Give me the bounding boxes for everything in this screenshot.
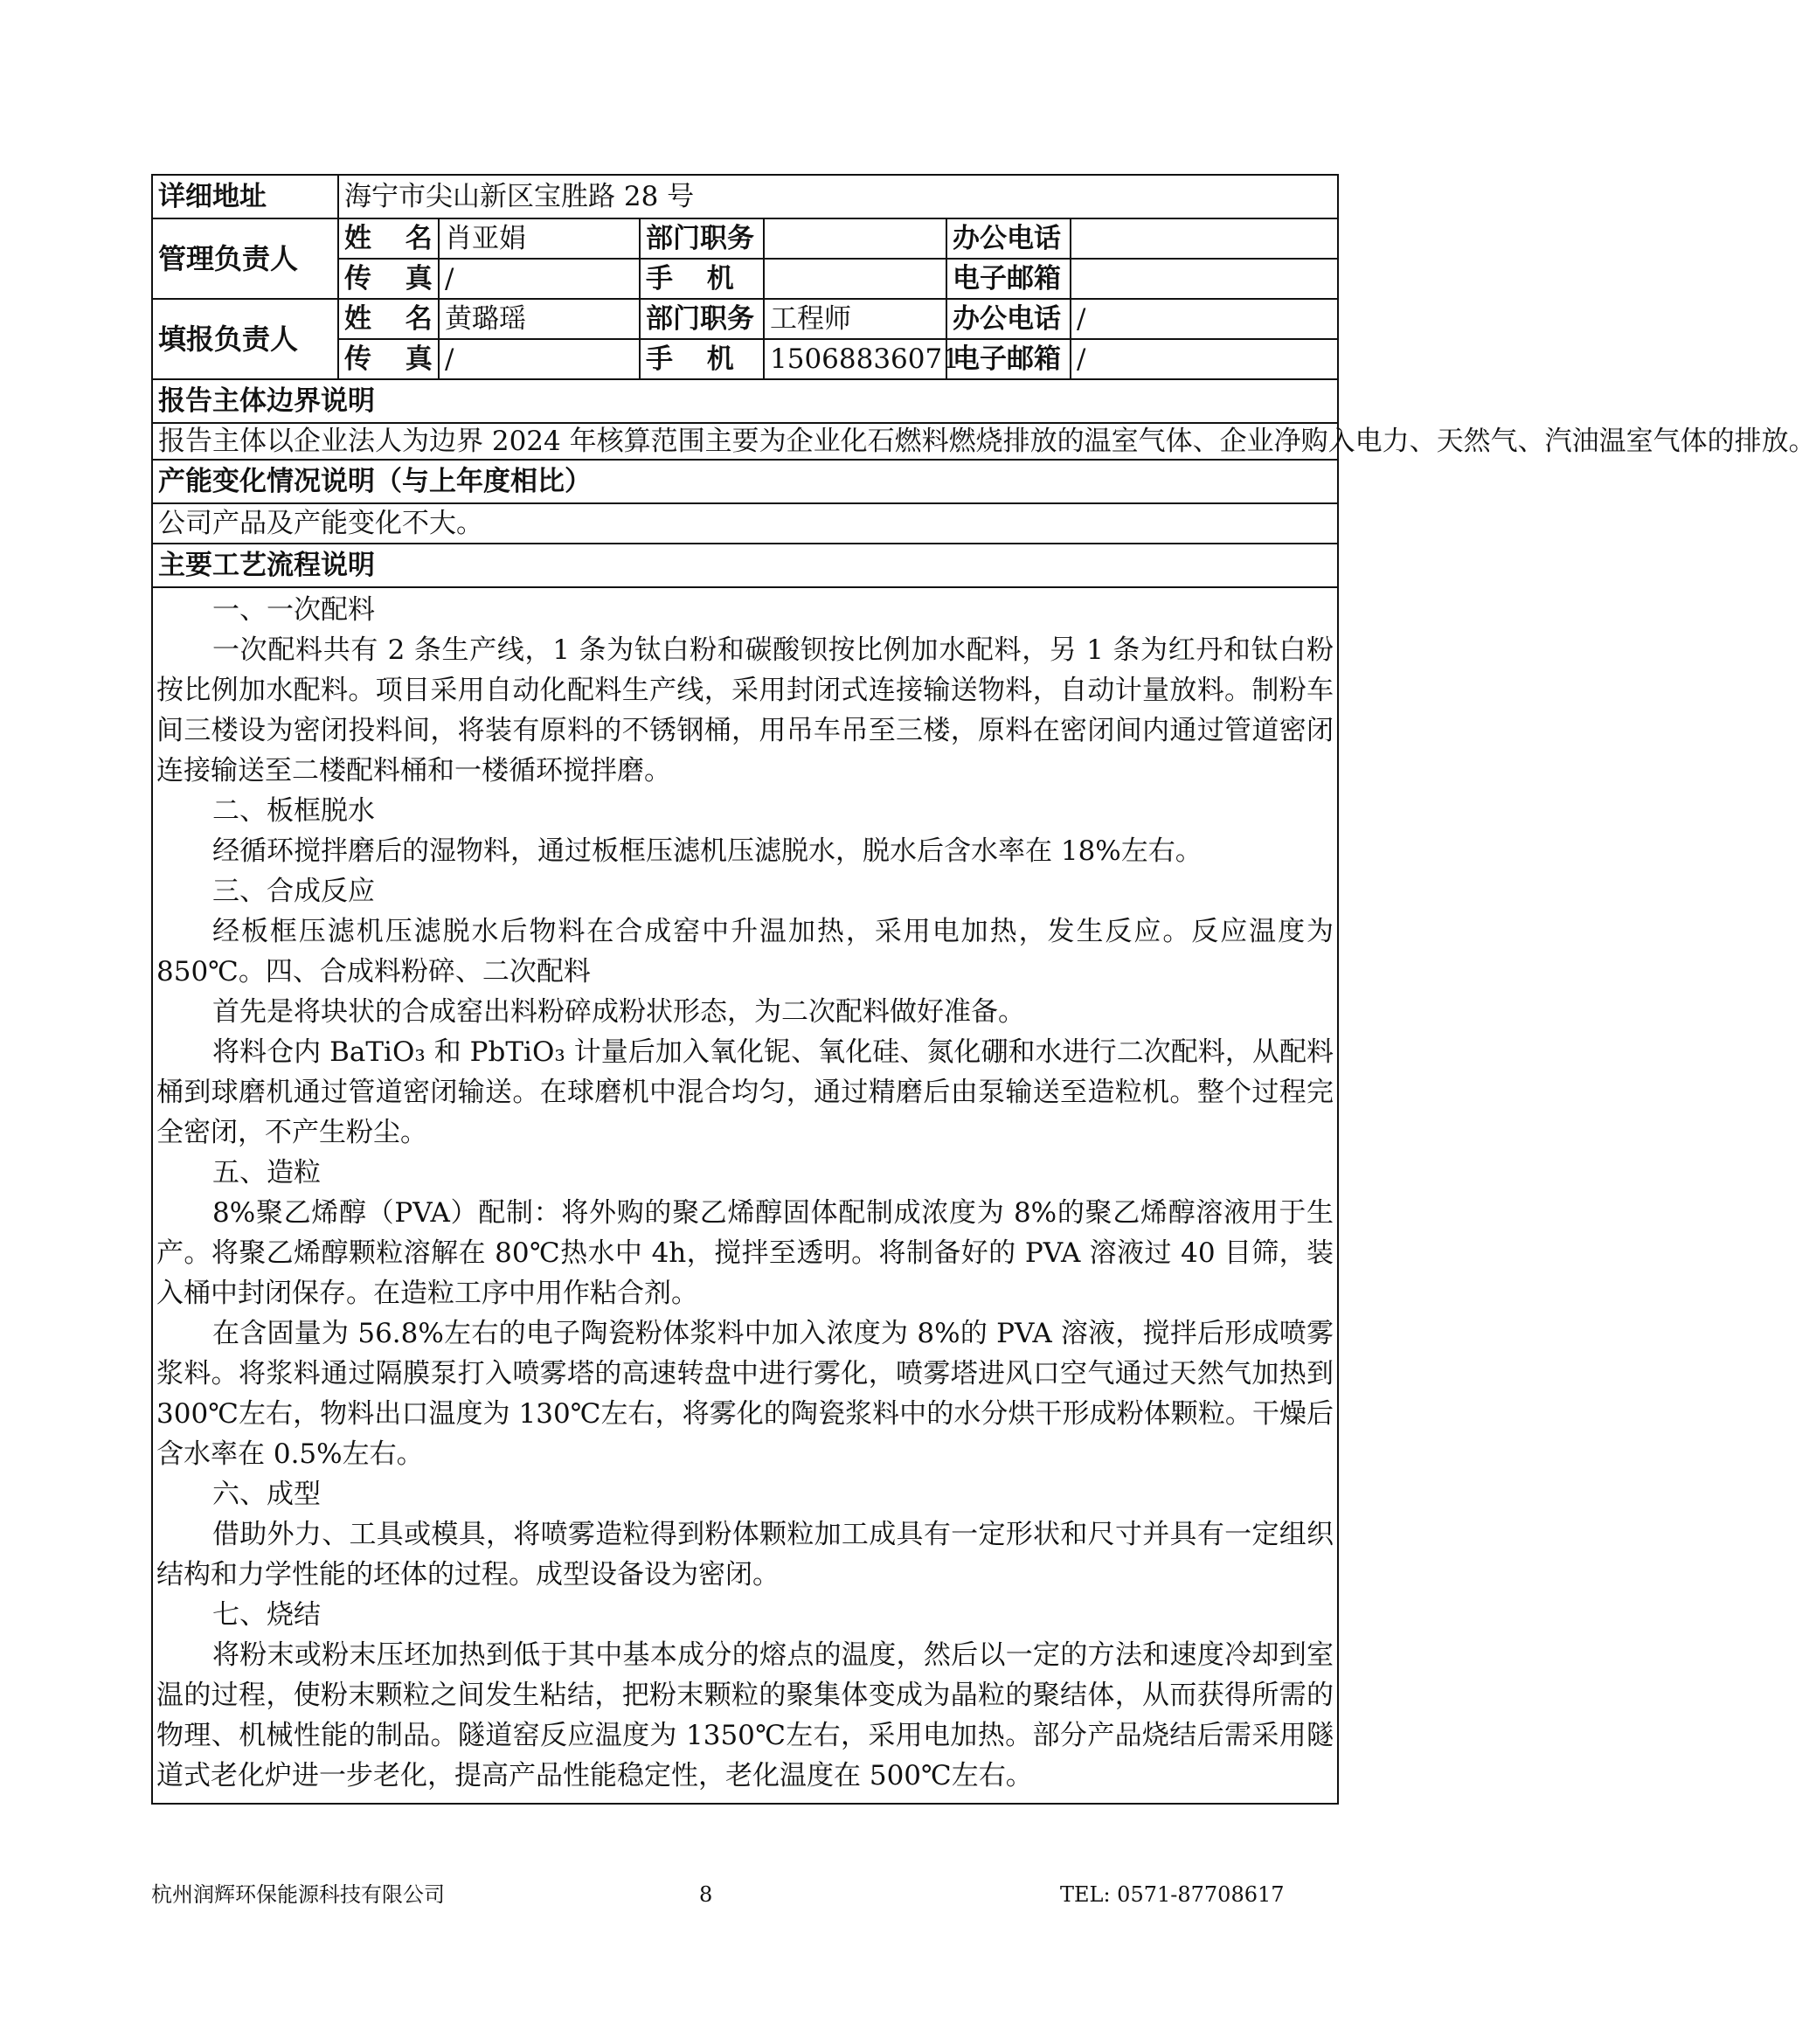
reporter-name-label: 姓 名 <box>338 299 439 339</box>
reporter-fax-label: 传 真 <box>338 339 439 379</box>
process-paragraph: 将料仓内 BaTiO₃ 和 PbTiO₃ 计量后加入氧化铌、氧化硅、氮化硼和水进行二次配料，从配料桶到球磨机通过管道密闭输送。在球磨机中混合均匀，通过精磨后由泵输送至造粒机。整个过程完全密闭，不产生粉尘。 <box>156 1036 1334 1148</box>
manager-dept-label: 部门职务 <box>640 218 764 259</box>
reporter-mobile-label: 手 机 <box>640 339 764 379</box>
reporter-phone: / <box>1071 299 1338 339</box>
reporter-label: 填报负责人 <box>152 299 338 379</box>
manager-dept <box>764 218 946 259</box>
emission-report-table <box>151 174 1816 1805</box>
process-text-cell <box>152 587 1338 1804</box>
manager-email <box>1071 259 1338 299</box>
process-step-3-title: 三、合成反应 <box>212 876 375 907</box>
manager-name-label: 姓 名 <box>338 218 439 259</box>
boundary-heading: 报告主体边界说明 <box>152 379 1338 423</box>
process-step-1-title: 一、一次配料 <box>212 594 375 626</box>
boundary-text: 报告主体以企业法人为边界 2024 年核算范围主要为企业化石燃料燃烧排放的温室气体、企业净购入电力、天然气、汽油温室气体的排放。 <box>152 423 1338 460</box>
manager-phone-label: 办公电话 <box>946 218 1071 259</box>
footer-page-number: 8 <box>699 1882 713 1907</box>
process-paragraph: 在含固量为 56.8%左右的电子陶瓷粉体浆料中加入浓度为 8%的 PVA 溶液，搅拌后形成喷雾浆料。将浆料通过隔膜泵打入喷雾塔的高速转盘中进行雾化，喷雾塔进风口空气通过天然气加热到 300℃左右，物料出口温度为 130℃左右，将雾化的陶瓷浆料中的水分烘干形成粉体颗粒。干燥后含水率在 0.5%左右。 <box>156 1318 1334 1470</box>
process-step-7-title: 七、烧结 <box>212 1599 321 1631</box>
process-paragraph: 将粉末或粉末压坯加热到低于其中基本成分的熔点的温度，然后以一定的方法和速度冷却到室温的过程，使粉末颗粒之间发生粘结，把粉末颗粒的聚集体变成为晶粒的聚结体，从而获得所需的物理、机械性能的制品。隧道窑反应温度为 1350℃左右，采用电加热。部分产品烧结后需采用隧道式老化炉进一步老化，提高产品性能稳定性，老化温度在 500℃左右。 <box>156 1639 1334 1791</box>
footer-tel: TEL: 0571-87708617 <box>1060 1882 1285 1907</box>
capacity-text-row <box>152 503 1338 544</box>
manager-row-1 <box>152 218 1338 259</box>
address-label: 详细地址 <box>152 175 338 218</box>
manager-name: 肖亚娟 <box>439 218 640 259</box>
manager-mobile <box>764 259 946 299</box>
process-paragraph: 首先是将块状的合成窑出料粉碎成粉状形态，为二次配料做好准备。 <box>212 996 1025 1028</box>
capacity-heading: 产能变化情况说明（与上年度相比） <box>152 460 1338 503</box>
reporter-email-label: 电子邮箱 <box>946 339 1071 379</box>
process-step-6-title: 六、成型 <box>212 1479 321 1510</box>
process-step-2-title: 二、板框脱水 <box>212 795 375 827</box>
process-heading-row <box>152 544 1338 587</box>
manager-fax: / <box>439 259 640 299</box>
capacity-heading-row <box>152 460 1338 503</box>
process-text-row <box>152 587 1338 1804</box>
manager-phone <box>1071 218 1338 259</box>
manager-label: 管理负责人 <box>152 218 338 299</box>
manager-email-label: 电子邮箱 <box>946 259 1071 299</box>
reporter-dept: 工程师 <box>764 299 946 339</box>
address-value: 海宁市尖山新区宝胜路 28 号 <box>338 175 1338 218</box>
process-step-5-title: 五、造粒 <box>212 1157 321 1188</box>
manager-mobile-label: 手 机 <box>640 259 764 299</box>
boundary-text-row <box>152 423 1338 460</box>
reporter-email: / <box>1071 339 1338 379</box>
boundary-heading-row <box>152 379 1338 423</box>
reporter-phone-label: 办公电话 <box>946 299 1071 339</box>
capacity-text: 公司产品及产能变化不大。 <box>152 503 1338 544</box>
reporter-fax: / <box>439 339 640 379</box>
process-heading: 主要工艺流程说明 <box>152 544 1338 587</box>
address-row <box>152 175 1338 218</box>
reporter-mobile: 15068836071 <box>764 339 946 379</box>
process-paragraph: 经板框压滤机压滤脱水后物料在合成窑中升温加热，采用电加热，发生反应。反应温度为 850℃。四、合成料粉碎、二次配料 <box>156 916 1334 987</box>
process-paragraph: 借助外力、工具或模具，将喷雾造粒得到粉体颗粒加工成具有一定形状和尺寸并具有一定组织结构和力学性能的坯体的过程。成型设备设为密闭。 <box>156 1519 1334 1590</box>
manager-fax-label: 传 真 <box>338 259 439 299</box>
footer-company: 杭州润辉环保能源科技有限公司 <box>151 1882 445 1907</box>
process-paragraph: 经循环搅拌磨后的湿物料，通过板框压滤机压滤脱水，脱水后含水率在 18%左右。 <box>212 835 1203 867</box>
process-paragraph: 8%聚乙烯醇（PVA）配制：将外购的聚乙烯醇固体配制成浓度为 8%的聚乙烯醇溶液用于生产。将聚乙烯醇颗粒溶解在 80℃热水中 4h，搅拌至透明。将制备好的 PVA 溶液过 40 目筛，装入桶中封闭保存。在造粒工序中用作粘合剂。 <box>156 1197 1334 1309</box>
reporter-row-1 <box>152 299 1338 339</box>
process-paragraph: 一次配料共有 2 条生产线，1 条为钛白粉和碳酸钡按比例加水配料，另 1 条为红丹和钛白粉按比例加水配料。项目采用自动化配料生产线，采用封闭式连接输送物料，自动计量放料。制粉车间三楼设为密闭投料间，将装有原料的不锈钢桶，用吊车吊至三楼，原料在密闭间内通过管道密闭连接输送至二楼配料桶和一楼循环搅拌磨。 <box>156 634 1334 786</box>
reporter-dept-label: 部门职务 <box>640 299 764 339</box>
reporter-name: 黄璐瑶 <box>439 299 640 339</box>
